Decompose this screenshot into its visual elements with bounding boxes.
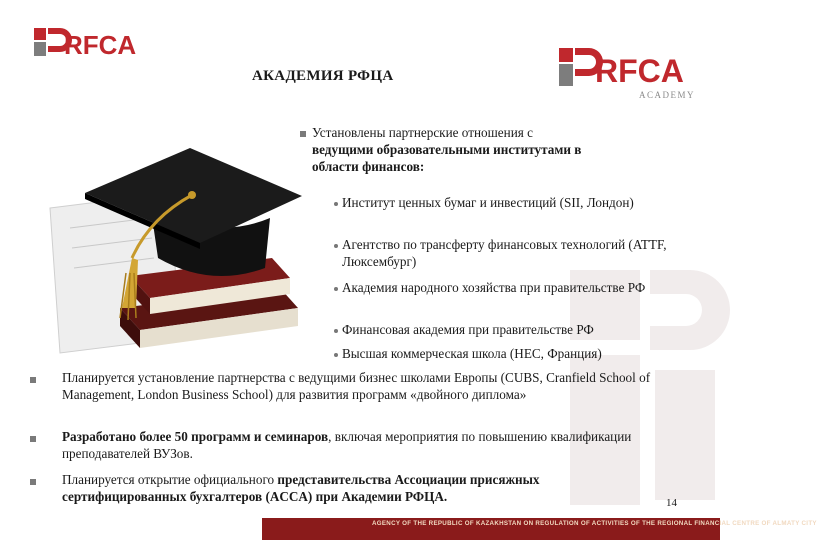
rfca-academy-logo <box>555 42 695 104</box>
footer-text: AGENCY OF THE REPUBLIC OF KAZAKHSTAN ON REGULATION OF ACTIVITIES OF THE REGIONAL FINANCIAL CENTRE OF ALMATY CITY <box>372 520 817 527</box>
graduation-cap-books-illustration <box>40 148 305 360</box>
bullet-dot-icon <box>334 287 338 291</box>
point-business-schools: Планируется установление партнерства с ведущими бизнес школами Европы (CUBS, Cranfield School of Management, London Business School) для развития программ «двойного диплома» <box>62 370 651 402</box>
page-number: 14 <box>666 497 677 509</box>
partnership-intro: Установлены партнерские отношения с ведущими образовательными институтами в области финансов: <box>312 125 582 174</box>
bullet-dot-icon <box>334 202 338 206</box>
partner-item: Агентство по трансферту финансовых технологий (ATTF, Люксембург) <box>342 237 667 269</box>
slide-title: АКАДЕМИЯ РФЦА <box>252 68 394 84</box>
svg-text:RFCA: RFCA <box>595 53 684 89</box>
bullet-square-icon <box>300 131 306 137</box>
bullet-square-icon <box>30 479 36 485</box>
bullet-dot-icon <box>334 244 338 248</box>
point-programs: Разработано более 50 программ и семинаров, включая мероприятия по повышению квалификации преподавателей ВУЗов. <box>62 429 632 461</box>
partner-item: Академия народного хозяйства при правительстве РФ <box>342 280 646 295</box>
partner-item: Финансовая академия при правительстве РФ <box>342 322 594 337</box>
point-acca: Планируется открытие официального представительства Ассоциации присяжных сертифицированных бухгалтеров (ACCA) при Академии РФЦА. <box>62 472 540 504</box>
bullet-square-icon <box>30 377 36 383</box>
partner-item: Институт ценных бумаг и инвестиций (SII, Лондон) <box>342 195 634 210</box>
partner-item: Высшая коммерческая школа (HEC, Франция) <box>342 346 602 361</box>
bullet-dot-icon <box>334 329 338 333</box>
bullet-square-icon <box>30 436 36 442</box>
logo-subtext: ACADEMY <box>639 90 696 100</box>
logo-text: RFCA <box>64 30 137 60</box>
bullet-dot-icon <box>334 353 338 357</box>
rfca-logo-top-left <box>30 20 152 64</box>
